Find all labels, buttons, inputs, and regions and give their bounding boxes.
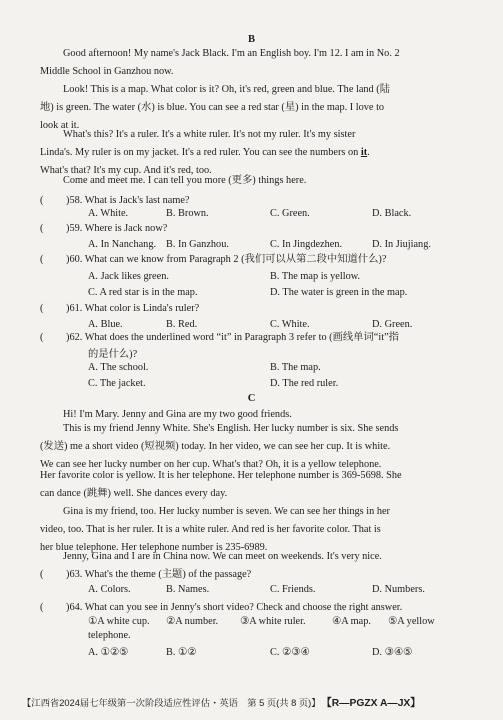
option-d: D. The red ruler. bbox=[270, 378, 339, 389]
footer-text: 【江西省2024届七年级第一次阶段适应性评估・英语 第 5 页(共 8 页)】 bbox=[22, 698, 321, 708]
option-d: D. In Jiujiang. bbox=[372, 239, 431, 250]
question-number: 60 bbox=[69, 254, 80, 265]
passage-c-p3-line3: her blue telephone. Her telephone number is 235-6989. bbox=[40, 542, 268, 553]
question-62-text-cont: 的是什么)? bbox=[88, 349, 138, 360]
option-c: C. A red star is in the map. bbox=[88, 287, 198, 298]
passage-b-p4-line1: Come and meet me. I can tell you more (更多) things here. bbox=[63, 175, 307, 186]
question-text: What does the underlined word “it” in Paragraph 3 refer to (画线单词“it”指 bbox=[84, 332, 399, 343]
answer-blank[interactable]: ( bbox=[40, 602, 44, 613]
option-a: A. Colors. bbox=[88, 584, 131, 595]
passage-b-p3-line2-text: Linda's. My ruler is on my jacket. It's a red ruler. You can see the numbers on bbox=[40, 147, 361, 158]
option-b: B. In Ganzhou. bbox=[166, 239, 229, 250]
option-a: A. ①②⑤ bbox=[88, 647, 129, 658]
exam-page: B Good afternoon! My name's Jack Black. I'm an English boy. I'm 12. I am in No. 2 Middle School in Ganzhou now. Look! This is a map. What color is it? Oh, it's red, green and blue. The land (陆 地) is green. The water (水) is blue. You can see a red star (星) in the map. I love to look at it. What's this? It's a ruler. It's a white ruler. It's not my ruler. It's my sister Linda's. My ruler is on my jacket. It's a red ruler. You can see the numbers on it. What's that? It's my cup. And it's red, too. Come and meet me. I can tell you more (更多) things here. ( )58. What is Jack's last name? A. White. B. Brown. C. Green. D. Black. ( )59. Where is Jack now? A. In Nanchang. B. In Ganzhou. C. In Jingdezhen. D. In Jiujiang. ( )60. What can we know from Paragraph 2 (我们可以从第二段中知道什么)? A. Jack likes green. B. The map is yellow. C. A red star is in the map. D. The water is green in the map. ( )61. What color is Linda's ruler? A. Blue. B. Red. C. White. D. Green. ( )62. What does the underlined word “it” in Paragraph 3 refer to (画线单词“it”指 的是什么)? A. The school. B. The map. C. The jacket. D. The red ruler. C Hi! I'm Mary. Jenny and Gina are my two good friends. This is my friend Jenny White. She's English. Her lucky number is six. She sends (发送) me a short video (短视频) today. In her video, we can see her cup. It is white. We can see her lucky number on her cup. What's that? Oh, it is a yellow telephone. Her favorite color is yellow. It is her telephone. Her telephone number is 369-5698. She can dance (跳舞) well. She dances every day. Gina is my friend, too. Her lucky number is seven. We can see her things in her video, too. That is her ruler. It is a white ruler. And red is her favorite color. That is her blue telephone. Her telephone number is 235-6989. Jenny, Gina and I are in China now. We can meet on weekends. It's very nice. ( )63. What's the theme (主题) of the passage? A. Colors. B. Names. C. Friends. D. Numbers. ( )64. What can you see in Jenny's short video? Check and choose the right answer. ①A white cup. ②A number. ③A white ruler. ④A map. ⑤A yellow telephone. A. ①②⑤ B. ①② C. ②③④ D. ③④⑤ 【江西省2024届七年级第一次阶段适应性评估・英语 第 5 页(共 8 页)】 【R—PGZX A—JX】 bbox=[0, 0, 503, 720]
option-b: B. Red. bbox=[166, 319, 198, 330]
option-d: D. Green. bbox=[372, 319, 413, 330]
option-a: A. Jack likes green. bbox=[88, 271, 169, 282]
option-b: B. ①② bbox=[166, 647, 197, 658]
passage-b-p1-line1: Good afternoon! My name's Jack Black. I'm an English boy. I'm 12. I am in No. 2 bbox=[63, 48, 400, 59]
choice-1: ①A white cup. bbox=[88, 616, 150, 627]
question-text: What can you see in Jenny's short video? Check and choose the right answer. bbox=[84, 602, 403, 613]
passage-b-p3-line2 bbox=[0, 146, 503, 159]
option-a: A. In Nanchang. bbox=[88, 239, 157, 250]
option-d: D. ③④⑤ bbox=[372, 647, 413, 658]
question-number: 64 bbox=[69, 602, 80, 613]
choice-3: ③A white ruler. bbox=[240, 616, 306, 627]
footer-code: 【R—PGZX A—JX】 bbox=[326, 698, 421, 709]
passage-c-p2-line3: We can see her lucky number on her cup. What's that? Oh, it is a yellow telephone. bbox=[40, 459, 382, 470]
passage-b-p3-line2-end: . bbox=[367, 147, 370, 158]
choice-4: ④A map. bbox=[332, 616, 371, 627]
question-number: 63 bbox=[69, 569, 80, 580]
passage-b-p2-line2: 地) is green. The water (水) is blue. You can see a red star (星) in the map. I love to bbox=[40, 102, 385, 113]
passage-c-p2-line1: This is my friend Jenny White. She's English. Her lucky number is six. She sends bbox=[63, 423, 399, 434]
question-text: What can we know from Paragraph 2 (我们可以从第二段中知道什么)? bbox=[84, 254, 387, 265]
passage-b-p2-line3: look at it. bbox=[40, 120, 80, 131]
passage-b-p1-line2: Middle School in Ganzhou now. bbox=[40, 66, 174, 77]
page-footer bbox=[22, 694, 421, 709]
question-text: What's the theme (主题) of the passage? bbox=[84, 569, 252, 580]
section-c-heading: C bbox=[247, 393, 256, 404]
question-text: Where is Jack now? bbox=[84, 223, 168, 234]
option-c: C. ②③④ bbox=[270, 647, 310, 658]
passage-c-p3-line1: Gina is my friend, too. Her lucky number is seven. We can see her things in her bbox=[63, 506, 390, 517]
option-b: B. Brown. bbox=[166, 208, 209, 219]
question-number: 59 bbox=[69, 223, 80, 234]
passage-c-p4-line1: Jenny, Gina and I are in China now. We can meet on weekends. It's very nice. bbox=[63, 551, 382, 562]
question-64-choice-cont: telephone. bbox=[88, 630, 131, 641]
passage-b-p3-line1: What's this? It's a ruler. It's a white ruler. It's not my ruler. It's my sister bbox=[63, 129, 356, 140]
passage-c-p1-line1: Hi! I'm Mary. Jenny and Gina are my two good friends. bbox=[63, 409, 292, 420]
question-number: 62 bbox=[69, 332, 80, 343]
section-b-heading: B bbox=[247, 34, 255, 45]
question-text: What color is Linda's ruler? bbox=[84, 303, 200, 314]
option-c: C. Friends. bbox=[270, 584, 316, 595]
option-c: C. Green. bbox=[270, 208, 310, 219]
passage-c-p2-line5: can dance (跳舞) well. She dances every day. bbox=[40, 488, 228, 499]
passage-c-p2-line4: Her favorite color is yellow. It is her telephone. Her telephone number is 369-5698. She bbox=[40, 470, 402, 481]
answer-blank[interactable]: ( bbox=[40, 195, 44, 206]
option-a: A. Blue. bbox=[88, 319, 123, 330]
option-d: D. The water is green in the map. bbox=[270, 287, 408, 298]
question-text: What is Jack's last name? bbox=[84, 195, 190, 206]
answer-blank[interactable]: ( bbox=[40, 332, 44, 343]
option-a: A. White. bbox=[88, 208, 129, 219]
answer-blank[interactable]: ( bbox=[40, 303, 44, 314]
option-c: C. White. bbox=[270, 319, 310, 330]
choice-5: ⑤A yellow bbox=[388, 616, 435, 627]
underlined-word-it: it bbox=[360, 147, 368, 158]
option-c: C. The jacket. bbox=[88, 378, 146, 389]
option-b: B. The map is yellow. bbox=[270, 271, 361, 282]
question-number: 58 bbox=[69, 195, 80, 206]
passage-c-p3-line2: video, too. That is her ruler. It is a white ruler. And red is her favorite color. That is bbox=[40, 524, 381, 535]
option-c: C. In Jingdezhen. bbox=[270, 239, 343, 250]
choice-2: ②A number. bbox=[166, 616, 219, 627]
option-a: A. The school. bbox=[88, 362, 149, 373]
option-b: B. The map. bbox=[270, 362, 321, 373]
passage-b-p3-line3: What's that? It's my cup. And it's red, too. bbox=[40, 165, 212, 176]
option-d: D. Numbers. bbox=[372, 584, 425, 595]
question-number: 61 bbox=[69, 303, 80, 314]
passage-c-p2-line2: (发送) me a short video (短视频) today. In her video, we can see her cup. It is white. bbox=[40, 441, 391, 452]
passage-b-p2-line1: Look! This is a map. What color is it? Oh, it's red, green and blue. The land (陆 bbox=[63, 84, 390, 95]
answer-blank[interactable]: ( bbox=[40, 569, 44, 580]
answer-blank[interactable]: ( bbox=[40, 223, 44, 234]
answer-blank[interactable]: ( bbox=[40, 254, 44, 265]
option-d: D. Black. bbox=[372, 208, 412, 219]
option-b: B. Names. bbox=[166, 584, 210, 595]
